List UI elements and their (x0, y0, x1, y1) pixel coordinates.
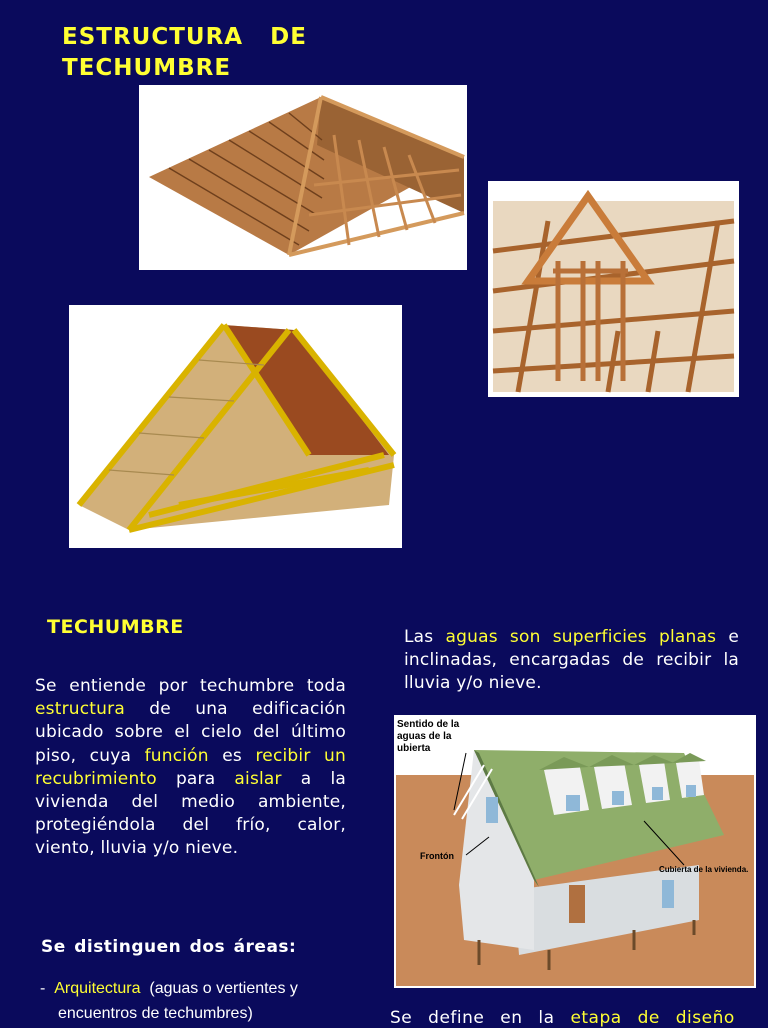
text-span: para (156, 768, 235, 789)
bullet-arquitectura (40, 974, 298, 1003)
bullet-desc: (aguas o vertientes y (149, 980, 298, 997)
highlight-estructura: estructura (35, 699, 125, 720)
text-span: a la vivienda del medio ambiente, protegiéndola del frío, calor, viento, lluvia y/o nieve. (35, 768, 346, 859)
bullet-item: Arquitectura (54, 980, 141, 997)
highlight-funcion: función (144, 745, 209, 766)
label-sentido: Sentido de la (397, 719, 460, 730)
definition-paragraph (35, 675, 346, 861)
text-span: Se entiende por techumbre toda (35, 676, 346, 696)
aguas-paragraph (404, 626, 739, 696)
text-span: Las (404, 627, 446, 647)
highlight-etapa: etapa de diseño (570, 1008, 735, 1028)
label-fronton: Frontón (420, 851, 454, 861)
bullet-dash: - (40, 980, 46, 997)
areas-heading: Se distinguen dos áreas: (41, 937, 297, 957)
page-title (62, 22, 362, 84)
title-line-2: TECHUMBRE (62, 55, 232, 81)
dormer-framing-image (488, 181, 739, 397)
text-span: Se define en la (390, 1008, 571, 1028)
highlight-aislar: aislar (234, 768, 282, 789)
bottom-right-text (390, 1008, 735, 1028)
label-cubierta: Cubierta de la vivienda. (659, 865, 749, 874)
a-frame-truss-image (69, 305, 402, 548)
hip-roof-truss-image (139, 85, 467, 270)
bullet-continuation: encuentros de techumbres) (58, 1005, 253, 1022)
section-heading: TECHUMBRE (47, 616, 184, 638)
highlight-aguas: aguas son superficies planas (445, 627, 717, 647)
text-span: de una edificación ubicado sobre el cielo del último piso, cuya (35, 699, 346, 766)
highlight-recibir: recibir un recubrimiento (35, 745, 346, 789)
label-sentido-part: aguas de la (397, 731, 455, 742)
label-sentido-part: ubierta (397, 743, 431, 754)
house-roof-diagram (394, 715, 756, 988)
text-span: es (208, 745, 256, 766)
text-span: e inclinadas, encargadas de recibir la lluvia y/o nieve. (404, 627, 739, 694)
title-line-1: ESTRUCTURA DE (62, 24, 307, 50)
